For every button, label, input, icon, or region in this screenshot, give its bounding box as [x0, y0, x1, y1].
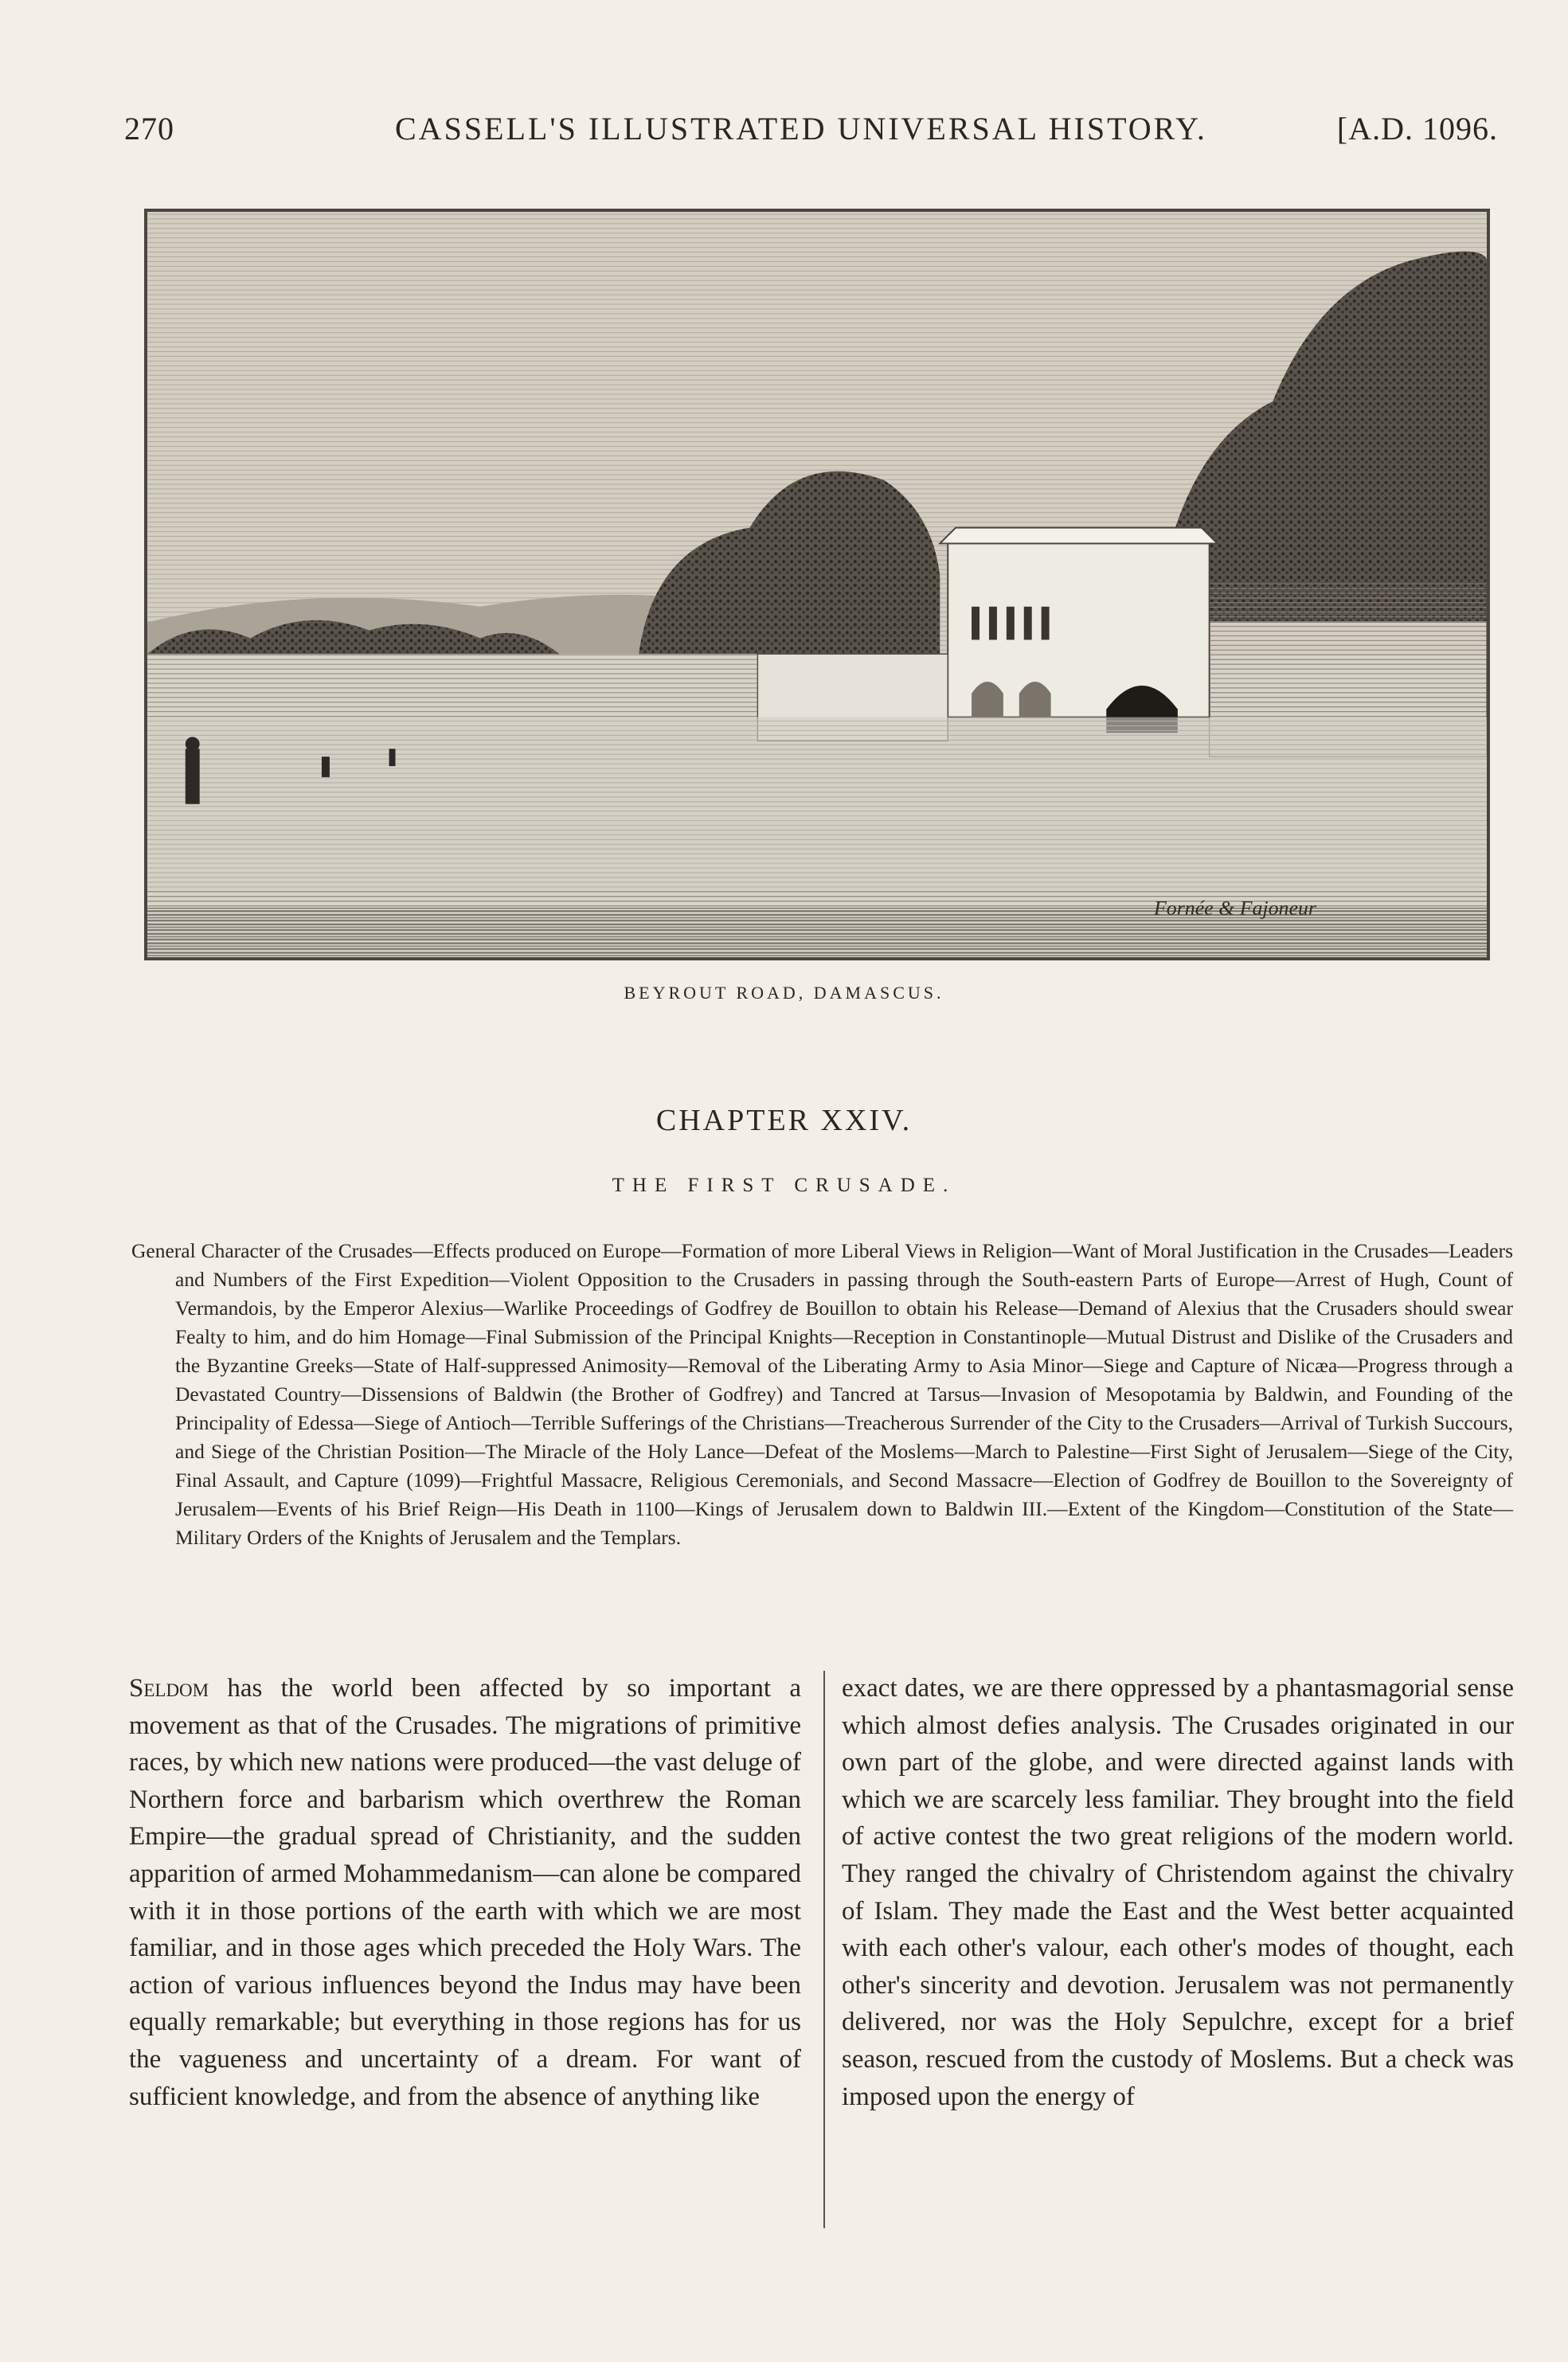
- engraving-scene: [147, 212, 1487, 957]
- chapter-subtitle: THE FIRST CRUSADE.: [612, 1175, 956, 1196]
- page-number: 270: [124, 111, 174, 147]
- body-column-right: [842, 1670, 1514, 2115]
- running-header: [124, 110, 1498, 158]
- running-title: CASSELL'S ILLUSTRATED UNIVERSAL HISTORY.: [395, 111, 1207, 147]
- opening-word: Seldom: [129, 1674, 209, 1703]
- header-date: [A.D. 1096.: [1336, 111, 1498, 147]
- chapter-summary-text: General Character of the Crusades—Effects produced on Europe—Formation of more Liberal Views in Religion—Want of Moral Justification in the Crusades—Leaders and Numbers of the First Expedition—Violent Opposition to the Crusaders in passing through the South-eastern Parts of Europe—Arrest of Hugh, Count of Vermandois, by the Emperor Alexius—Warlike Proceedings of Godfrey de Bouillon to obtain his Release—Demand of Alexius that the Crusaders should swear Fealty to him, and do him Homage—Final Submission of the Principal Knights—Reception in Constantinople—Mutual Distrust and Dislike of the Crusaders and the Byzantine Greeks—State of Half-suppressed Animosity—Removal of the Liberating Army to Asia Minor—Siege and Capture of Nicæa—Progress through a Devastated Country—Dissensions of Baldwin (the Brother of Godfrey) and Tancred at Tarsus—Invasion of Mesopotamia by Baldwin, and Founding of the Principality of Edessa—Siege of Antioch—Terrible Sufferings of the Christians—Treacherous Surrender of the City to the Crusaders—Arrival of Turkish Succours, and Siege of the Christian Position—The Miracle of the Holy Lance—Defeat of the Moslems—March to Palestine—First Sight of Jerusalem—Siege of the City, Final Assault, and Capture (1099)—Frightful Massacre, Religious Ceremonials, and Second Massacre—Election of Godfrey de Bouillon to the Sovereignty of Jerusalem—Events of his Brief Reign—His Death in 1100—Kings of Jerusalem down to Baldwin III.—Extent of the Kingdom—Constitution of the State—Military Orders of the Knights of Jerusalem and the Templars.: [131, 1239, 1513, 1549]
- left-column-paragraph: [129, 1670, 801, 2115]
- chapter-heading: CHAPTER XXIV.: [655, 1104, 913, 1137]
- body-column-left: [129, 1670, 801, 2115]
- chapter-summary: [131, 1237, 1513, 1552]
- left-column-text: has the world been affected by so important a movement as that of the Crusades. The migrations of primitive races, by which new nations were produced—the vast deluge of Northern force and barbarism which overthrew the Roman Empire—the gradual spread of Christianity, and the sudden apparition of armed Mohammedanism—can alone be compared with it in those portions of the earth with which we are most familiar, and in those ages which preceded the Holy Wars. The action of various influences beyond the Indus may have been equally remarkable; but everything in those regions has for us the vagueness and uncertainty of a dream. For want of sufficient knowledge, and from the absence of anything like: [129, 1674, 801, 2111]
- illustration-caption: BEYROUT ROAD, DAMASCUS.: [624, 983, 944, 1003]
- engraving-illustration: [144, 209, 1490, 960]
- column-divider: [823, 1671, 825, 2228]
- engraver-signature: Fornée & Fajoneur: [1153, 896, 1316, 920]
- right-column-text: exact dates, we are there oppressed by a phantasmagorial sense which almost defies analysis. The Crusades originated in our own part of the globe, and were directed against lands with which we are scarcely less familiar. They brought into the field of active contest the two great religions of the modern world. They ranged the chivalry of Christendom against the chivalry of Islam. They made the East and the West better acquainted with each other's valour, each other's modes of thought, each other's sincerity and devotion. Jerusalem was not permanently delivered, nor was the Holy Sepulchre, except for a brief season, rescued from the custody of Moslems. But a check was imposed upon the energy of: [842, 1674, 1514, 2111]
